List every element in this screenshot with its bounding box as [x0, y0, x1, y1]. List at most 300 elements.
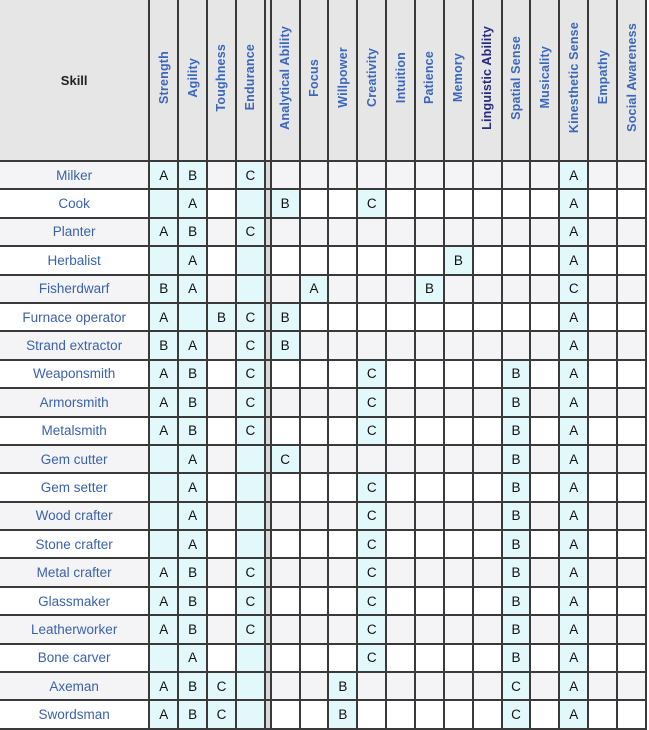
rating-cell-willpower — [328, 558, 357, 586]
rating-cell-agility: B — [178, 161, 207, 189]
table-row — [0, 558, 646, 586]
rating-cell-focus — [300, 303, 329, 331]
rating-cell-memory — [444, 275, 473, 303]
rating-cell-empathy — [588, 530, 617, 558]
rating-cell-patience — [415, 360, 444, 388]
rating-cell-endurance: C — [236, 558, 265, 586]
rating-cell-kinesthetic-sense: A — [559, 331, 588, 359]
skill-link-stone-crafter[interactable]: Stone crafter — [0, 530, 149, 558]
column-header-link[interactable]: Empathy — [595, 50, 610, 105]
rating-cell-agility: B — [178, 360, 207, 388]
rating-cell-linguistic-ability — [473, 473, 502, 501]
rating-cell-spatial-sense — [502, 275, 531, 303]
column-header-link[interactable]: Kinesthetic Sense — [566, 21, 581, 134]
rating-cell-kinesthetic-sense: A — [559, 700, 588, 728]
column-header-link[interactable]: Toughness — [214, 43, 229, 112]
rating-cell-patience — [415, 161, 444, 189]
rating-cell-strength: A — [149, 360, 178, 388]
rating-cell-memory — [444, 530, 473, 558]
skill-link-swordsman[interactable]: Swordsman — [0, 700, 149, 728]
rating-cell-empathy — [588, 360, 617, 388]
rating-cell-toughness — [207, 530, 236, 558]
rating-cell-strength — [149, 473, 178, 501]
rating-cell-memory — [444, 502, 473, 530]
table-row — [0, 700, 646, 728]
rating-cell-toughness — [207, 445, 236, 473]
skill-link-gem-cutter[interactable]: Gem cutter — [0, 445, 149, 473]
skill-link-fisherdwarf[interactable]: Fisherdwarf — [0, 275, 149, 303]
rating-cell-memory — [444, 303, 473, 331]
rating-cell-strength — [149, 644, 178, 672]
rating-cell-creativity: C — [357, 530, 386, 558]
rating-cell-social-awareness — [617, 331, 646, 359]
rating-cell-intuition — [386, 672, 415, 700]
rating-cell-agility: A — [178, 275, 207, 303]
rating-cell-creativity: C — [357, 417, 386, 445]
table-row — [0, 189, 646, 217]
column-header-link[interactable]: Strength — [156, 51, 171, 104]
rating-cell-willpower: B — [328, 672, 357, 700]
rating-cell-intuition — [386, 303, 415, 331]
rating-cell-spatial-sense: B — [502, 530, 531, 558]
table-row — [0, 275, 646, 303]
rating-cell-willpower — [328, 246, 357, 274]
column-header-link[interactable]: Intuition — [393, 51, 408, 104]
rating-cell-social-awareness — [617, 502, 646, 530]
column-header-memory[interactable] — [444, 0, 473, 161]
rating-cell-strength — [149, 445, 178, 473]
rating-cell-strength: A — [149, 558, 178, 586]
rating-cell-endurance — [236, 502, 265, 530]
rating-cell-strength: A — [149, 587, 178, 615]
rating-cell-focus — [300, 502, 329, 530]
rating-cell-linguistic-ability — [473, 275, 502, 303]
rating-cell-musicality — [530, 445, 559, 473]
rating-cell-agility: B — [178, 388, 207, 416]
rating-cell-toughness — [207, 502, 236, 530]
rating-cell-toughness — [207, 360, 236, 388]
rating-cell-spatial-sense — [502, 331, 531, 359]
rating-cell-endurance: C — [236, 303, 265, 331]
rating-cell-toughness — [207, 189, 236, 217]
column-header-strength[interactable] — [149, 0, 178, 161]
rating-cell-musicality — [530, 672, 559, 700]
rating-cell-agility: B — [178, 615, 207, 643]
rating-cell-strength: A — [149, 388, 178, 416]
rating-cell-toughness — [207, 558, 236, 586]
rating-cell-empathy — [588, 246, 617, 274]
rating-cell-spatial-sense: B — [502, 417, 531, 445]
rating-cell-kinesthetic-sense: C — [559, 275, 588, 303]
rating-cell-empathy — [588, 473, 617, 501]
rating-cell-willpower — [328, 303, 357, 331]
rating-cell-willpower — [328, 275, 357, 303]
rating-cell-musicality — [530, 558, 559, 586]
rating-cell-patience — [415, 587, 444, 615]
rating-cell-kinesthetic-sense: A — [559, 388, 588, 416]
column-header-creativity[interactable] — [357, 0, 386, 161]
rating-cell-analytical-ability — [271, 218, 300, 246]
rating-cell-strength: B — [149, 331, 178, 359]
rating-cell-willpower — [328, 189, 357, 217]
rating-cell-empathy — [588, 189, 617, 217]
rating-cell-social-awareness — [617, 218, 646, 246]
rating-cell-toughness — [207, 615, 236, 643]
rating-cell-spatial-sense: B — [502, 615, 531, 643]
rating-cell-toughness — [207, 417, 236, 445]
rating-cell-willpower — [328, 445, 357, 473]
rating-cell-linguistic-ability — [473, 218, 502, 246]
rating-cell-kinesthetic-sense: A — [559, 246, 588, 274]
rating-cell-linguistic-ability — [473, 558, 502, 586]
rating-cell-agility: B — [178, 218, 207, 246]
rating-cell-analytical-ability — [271, 530, 300, 558]
rating-cell-agility: A — [178, 530, 207, 558]
rating-cell-patience — [415, 388, 444, 416]
skill-link-strand-extractor[interactable]: Strand extractor — [0, 331, 149, 359]
rating-cell-toughness: C — [207, 700, 236, 728]
rating-cell-spatial-sense: B — [502, 388, 531, 416]
rating-cell-kinesthetic-sense: A — [559, 530, 588, 558]
column-header-musicality[interactable] — [530, 0, 559, 161]
rating-cell-memory — [444, 587, 473, 615]
table-row — [0, 161, 646, 189]
rating-cell-empathy — [588, 303, 617, 331]
header-row — [0, 0, 646, 161]
rating-cell-endurance — [236, 530, 265, 558]
rating-cell-analytical-ability — [271, 473, 300, 501]
rating-cell-strength: A — [149, 700, 178, 728]
rating-cell-linguistic-ability — [473, 303, 502, 331]
rating-cell-intuition — [386, 644, 415, 672]
rating-cell-analytical-ability — [271, 615, 300, 643]
rating-cell-memory — [444, 161, 473, 189]
rating-cell-social-awareness — [617, 275, 646, 303]
rating-cell-memory — [444, 700, 473, 728]
rating-cell-creativity: C — [357, 473, 386, 501]
column-header-toughness[interactable] — [207, 0, 236, 161]
rating-cell-creativity: C — [357, 615, 386, 643]
rating-cell-intuition — [386, 473, 415, 501]
rating-cell-creativity: C — [357, 587, 386, 615]
rating-cell-willpower — [328, 587, 357, 615]
rating-cell-endurance: C — [236, 388, 265, 416]
rating-cell-patience — [415, 303, 444, 331]
rating-cell-analytical-ability — [271, 587, 300, 615]
rating-cell-kinesthetic-sense: A — [559, 644, 588, 672]
column-header-link[interactable]: Spatial Sense — [509, 35, 524, 120]
rating-cell-musicality — [530, 502, 559, 530]
table-row — [0, 473, 646, 501]
rating-cell-social-awareness — [617, 189, 646, 217]
rating-cell-agility: B — [178, 700, 207, 728]
column-header-intuition[interactable] — [386, 0, 415, 161]
rating-cell-spatial-sense: B — [502, 644, 531, 672]
rating-cell-linguistic-ability — [473, 388, 502, 416]
skill-link-cook[interactable]: Cook — [0, 189, 149, 217]
rating-cell-agility: B — [178, 672, 207, 700]
rating-cell-willpower — [328, 644, 357, 672]
rating-cell-linguistic-ability — [473, 700, 502, 728]
rating-cell-social-awareness — [617, 360, 646, 388]
rating-cell-patience — [415, 218, 444, 246]
skill-link-glassmaker[interactable]: Glassmaker — [0, 587, 149, 615]
rating-cell-strength: A — [149, 672, 178, 700]
rating-cell-spatial-sense: B — [502, 502, 531, 530]
rating-cell-musicality — [530, 473, 559, 501]
rating-cell-toughness — [207, 161, 236, 189]
rating-cell-agility: A — [178, 473, 207, 501]
rating-cell-spatial-sense — [502, 161, 531, 189]
rating-cell-social-awareness — [617, 530, 646, 558]
column-header-spatial-sense[interactable] — [502, 0, 531, 161]
rating-cell-social-awareness — [617, 303, 646, 331]
rating-cell-creativity — [357, 275, 386, 303]
rating-cell-memory: B — [444, 246, 473, 274]
rating-cell-musicality — [530, 700, 559, 728]
rating-cell-empathy — [588, 331, 617, 359]
rating-cell-analytical-ability — [271, 644, 300, 672]
rating-cell-focus — [300, 388, 329, 416]
rating-cell-kinesthetic-sense: A — [559, 672, 588, 700]
rating-cell-patience — [415, 445, 444, 473]
rating-cell-spatial-sense — [502, 218, 531, 246]
table-row — [0, 360, 646, 388]
rating-cell-toughness: C — [207, 672, 236, 700]
rating-cell-creativity: C — [357, 360, 386, 388]
rating-cell-linguistic-ability — [473, 189, 502, 217]
rating-cell-memory — [444, 473, 473, 501]
column-header-analytical-ability[interactable] — [271, 0, 300, 161]
rating-cell-kinesthetic-sense: A — [559, 303, 588, 331]
rating-cell-patience — [415, 672, 444, 700]
table-row — [0, 246, 646, 274]
column-header-link[interactable]: Memory — [451, 52, 466, 103]
rating-cell-strength: B — [149, 275, 178, 303]
column-header-willpower[interactable] — [328, 0, 357, 161]
rating-cell-memory — [444, 672, 473, 700]
rating-cell-toughness — [207, 275, 236, 303]
column-header-linguistic-ability[interactable] — [473, 0, 502, 161]
rating-cell-focus — [300, 218, 329, 246]
column-header-link[interactable]: Creativity — [364, 48, 379, 107]
rating-cell-endurance: C — [236, 360, 265, 388]
rating-cell-agility: A — [178, 445, 207, 473]
rating-cell-musicality — [530, 615, 559, 643]
rating-cell-musicality — [530, 303, 559, 331]
table-row — [0, 672, 646, 700]
rating-cell-intuition — [386, 502, 415, 530]
column-header-link[interactable]: Endurance — [243, 44, 258, 111]
column-header-empathy[interactable] — [588, 0, 617, 161]
table-row — [0, 502, 646, 530]
rating-cell-social-awareness — [617, 388, 646, 416]
rating-cell-linguistic-ability — [473, 417, 502, 445]
rating-cell-analytical-ability: B — [271, 303, 300, 331]
rating-cell-spatial-sense: C — [502, 700, 531, 728]
skill-link-metalsmith[interactable]: Metalsmith — [0, 417, 149, 445]
rating-cell-willpower — [328, 331, 357, 359]
rating-cell-empathy — [588, 417, 617, 445]
rating-cell-willpower — [328, 161, 357, 189]
rating-cell-endurance — [236, 246, 265, 274]
column-header-link[interactable]: Linguistic Ability — [480, 25, 495, 130]
column-header-agility[interactable] — [178, 0, 207, 161]
rating-cell-musicality — [530, 360, 559, 388]
rating-cell-analytical-ability — [271, 672, 300, 700]
rating-cell-endurance: C — [236, 218, 265, 246]
rating-cell-creativity: C — [357, 502, 386, 530]
rating-cell-memory — [444, 189, 473, 217]
rating-cell-memory — [444, 218, 473, 246]
rating-cell-kinesthetic-sense: A — [559, 502, 588, 530]
table-row — [0, 218, 646, 246]
rating-cell-social-awareness — [617, 161, 646, 189]
rating-cell-empathy — [588, 275, 617, 303]
column-header-skill: Skill — [0, 0, 149, 161]
rating-cell-spatial-sense: B — [502, 558, 531, 586]
rating-cell-endurance: C — [236, 587, 265, 615]
rating-cell-toughness: B — [207, 303, 236, 331]
rating-cell-endurance — [236, 644, 265, 672]
skill-link-weaponsmith[interactable]: Weaponsmith — [0, 360, 149, 388]
column-header-social-awareness[interactable] — [617, 0, 646, 161]
rating-cell-focus — [300, 445, 329, 473]
column-header-link[interactable]: Social Awareness — [624, 23, 639, 132]
rating-cell-creativity — [357, 161, 386, 189]
rating-cell-focus — [300, 161, 329, 189]
column-header-kinesthetic-sense[interactable] — [559, 0, 588, 161]
rating-cell-toughness — [207, 644, 236, 672]
rating-cell-analytical-ability — [271, 360, 300, 388]
rating-cell-patience — [415, 700, 444, 728]
rating-cell-linguistic-ability — [473, 445, 502, 473]
rating-cell-patience — [415, 615, 444, 643]
rating-cell-patience — [415, 331, 444, 359]
rating-cell-analytical-ability: B — [271, 331, 300, 359]
rating-cell-endurance — [236, 672, 265, 700]
rating-cell-intuition — [386, 246, 415, 274]
rating-cell-agility: B — [178, 558, 207, 586]
column-header-focus[interactable] — [300, 0, 329, 161]
rating-cell-analytical-ability — [271, 558, 300, 586]
rating-cell-creativity — [357, 672, 386, 700]
column-header-endurance[interactable] — [236, 0, 265, 161]
column-header-link[interactable]: Analytical Ability — [278, 25, 293, 130]
rating-cell-intuition — [386, 388, 415, 416]
rating-cell-patience — [415, 417, 444, 445]
column-header-link[interactable]: Patience — [422, 50, 437, 105]
rating-cell-patience — [415, 644, 444, 672]
skill-link-gem-setter[interactable]: Gem setter — [0, 473, 149, 501]
rating-cell-intuition — [386, 700, 415, 728]
rating-cell-analytical-ability — [271, 161, 300, 189]
column-header-link[interactable]: Focus — [307, 58, 322, 97]
skill-link-milker[interactable]: Milker — [0, 161, 149, 189]
skill-link-wood-crafter[interactable]: Wood crafter — [0, 502, 149, 530]
rating-cell-kinesthetic-sense: A — [559, 558, 588, 586]
rating-cell-kinesthetic-sense: A — [559, 161, 588, 189]
rating-cell-toughness — [207, 246, 236, 274]
rating-cell-spatial-sense: B — [502, 360, 531, 388]
rating-cell-analytical-ability — [271, 417, 300, 445]
rating-cell-focus — [300, 473, 329, 501]
rating-cell-creativity: C — [357, 558, 386, 586]
rating-cell-memory — [444, 360, 473, 388]
skill-link-planter[interactable]: Planter — [0, 218, 149, 246]
rating-cell-kinesthetic-sense: A — [559, 360, 588, 388]
rating-cell-focus — [300, 700, 329, 728]
skill-link-furnace-operator[interactable]: Furnace operator — [0, 303, 149, 331]
rating-cell-intuition — [386, 417, 415, 445]
rating-cell-intuition — [386, 587, 415, 615]
rating-cell-intuition — [386, 558, 415, 586]
rating-cell-musicality — [530, 275, 559, 303]
rating-cell-focus — [300, 530, 329, 558]
rating-cell-empathy — [588, 218, 617, 246]
rating-cell-kinesthetic-sense: A — [559, 615, 588, 643]
rating-cell-patience — [415, 189, 444, 217]
rating-cell-creativity: C — [357, 644, 386, 672]
column-header-link[interactable]: Musicality — [537, 46, 552, 109]
rating-cell-agility: A — [178, 246, 207, 274]
rating-cell-spatial-sense: B — [502, 587, 531, 615]
rating-cell-musicality — [530, 530, 559, 558]
skill-link-leatherworker[interactable]: Leatherworker — [0, 615, 149, 643]
rating-cell-willpower — [328, 218, 357, 246]
skill-link-herbalist[interactable]: Herbalist — [0, 246, 149, 274]
column-header-link[interactable]: Agility — [185, 57, 200, 98]
rating-cell-creativity — [357, 246, 386, 274]
table-row — [0, 445, 646, 473]
skill-link-axeman[interactable]: Axeman — [0, 672, 149, 700]
rating-cell-strength — [149, 502, 178, 530]
rating-cell-agility: B — [178, 417, 207, 445]
rating-cell-spatial-sense: B — [502, 445, 531, 473]
rating-cell-analytical-ability: B — [271, 189, 300, 217]
rating-cell-empathy — [588, 672, 617, 700]
table-row — [0, 615, 646, 643]
rating-cell-strength — [149, 246, 178, 274]
rating-cell-toughness — [207, 218, 236, 246]
skill-link-armorsmith[interactable]: Armorsmith — [0, 388, 149, 416]
rating-cell-strength: A — [149, 417, 178, 445]
rating-cell-social-awareness — [617, 417, 646, 445]
rating-cell-endurance: C — [236, 161, 265, 189]
rating-cell-empathy — [588, 161, 617, 189]
rating-cell-creativity — [357, 218, 386, 246]
rating-cell-focus — [300, 558, 329, 586]
rating-cell-willpower — [328, 417, 357, 445]
column-header-patience[interactable] — [415, 0, 444, 161]
rating-cell-musicality — [530, 644, 559, 672]
rating-cell-empathy — [588, 388, 617, 416]
rating-cell-empathy — [588, 615, 617, 643]
rating-cell-social-awareness — [617, 615, 646, 643]
rating-cell-memory — [444, 558, 473, 586]
column-header-link[interactable]: Willpower — [335, 47, 350, 108]
table-row — [0, 644, 646, 672]
rating-cell-creativity — [357, 303, 386, 331]
rating-cell-agility: A — [178, 189, 207, 217]
rating-cell-creativity — [357, 445, 386, 473]
rating-cell-willpower — [328, 615, 357, 643]
table-row — [0, 417, 646, 445]
rating-cell-musicality — [530, 161, 559, 189]
skill-link-metal-crafter[interactable]: Metal crafter — [0, 558, 149, 586]
rating-cell-memory — [444, 615, 473, 643]
skill-link-bone-carver[interactable]: Bone carver — [0, 644, 149, 672]
